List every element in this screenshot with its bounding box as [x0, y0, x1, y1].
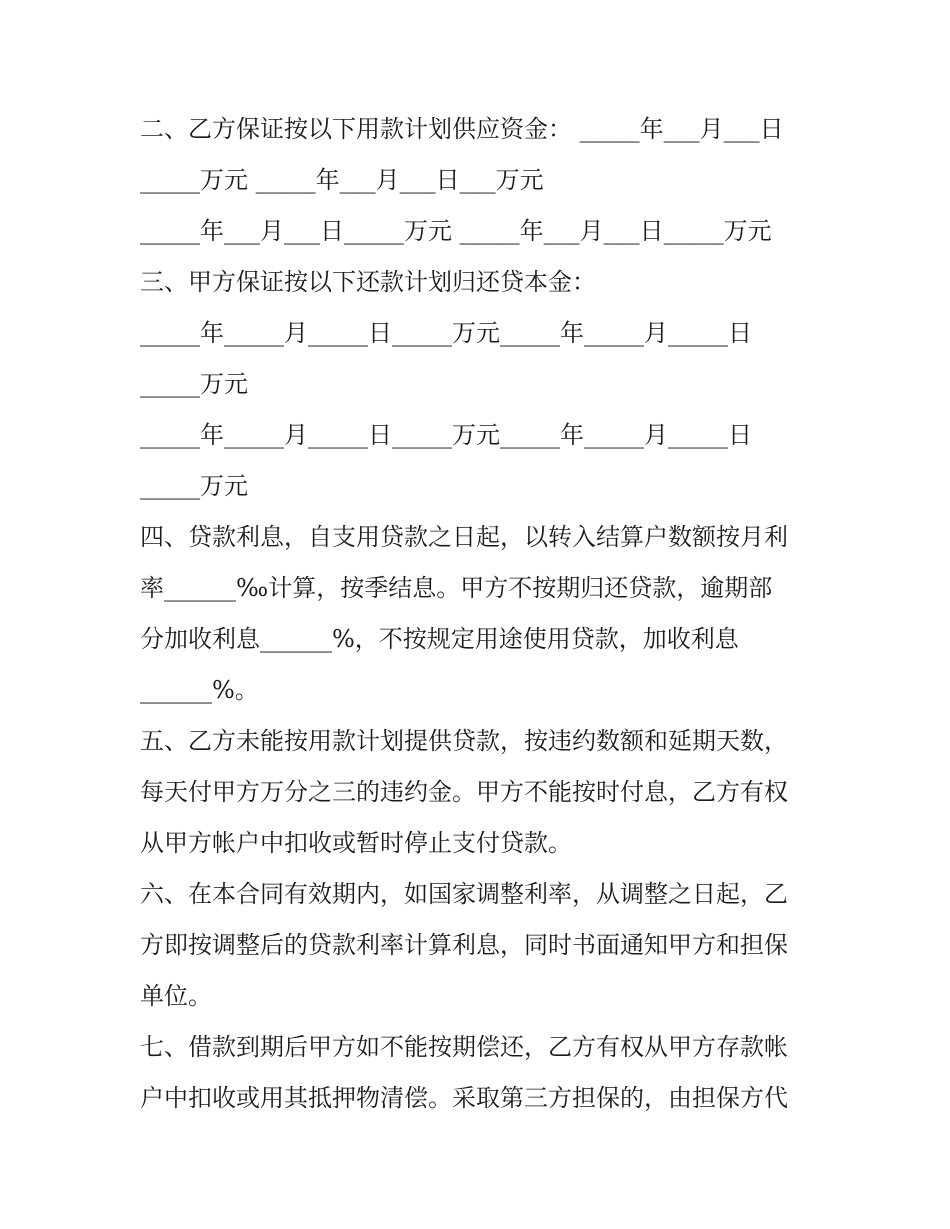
clause-5-text: 五、乙方未能按用款计划提供贷款，按违约数额和延期天数，	[140, 727, 788, 755]
clause-4-text: 四、贷款利息，自支用贷款之日起，以转入结算户数额按月利	[140, 523, 788, 551]
repayment-schedule-line: _____年_____月_____日_____万元_____年_____月_____日	[140, 421, 752, 449]
clause-6-text: 六、在本合同有效期内，如国家调整利率，从调整之日起，乙	[140, 880, 788, 908]
repayment-schedule-line: _____年_____月_____日_____万元_____年_____月_____日	[140, 319, 752, 347]
clause-4-text: ______%。	[140, 676, 259, 704]
repayment-schedule-line: _____万元	[140, 370, 248, 398]
clause-6-text: 单位。	[140, 982, 212, 1010]
clause-7-text: 户中扣收或用其抵押物清偿。采取第三方担保的，由担保方代	[140, 1084, 788, 1112]
clause-4-text: 分加收利息______%，不按规定用途使用贷款，加收利息	[140, 625, 739, 653]
clause-5-text: 从甲方帐户中扣收或暂时停止支付贷款。	[140, 829, 572, 857]
clause-7-text: 七、借款到期后甲方如不能按期偿还，乙方有权从甲方存款帐	[140, 1033, 788, 1061]
document-body	[140, 104, 820, 1124]
supply-schedule-line: _____年___月___日_____万元 _____年___月___日_____万元	[140, 217, 772, 245]
clause-2-heading: 二、乙方保证按以下用款计划供应资金： _____年___月___日	[140, 115, 784, 143]
clause-5-text: 每天付甲方万分之三的违约金。甲方不能按时付息，乙方有权	[140, 778, 788, 806]
clause-3-heading: 三、甲方保证按以下还款计划归还贷本金：	[140, 268, 596, 296]
clause-4-text: 率______‰计算，按季结息。甲方不按期归还贷款，逾期部	[140, 574, 773, 602]
supply-schedule-line: _____万元 _____年___月___日___万元	[140, 166, 544, 194]
repayment-schedule-line: _____万元	[140, 472, 248, 500]
clause-6-text: 方即按调整后的贷款利率计算利息，同时书面通知甲方和担保	[140, 931, 788, 959]
